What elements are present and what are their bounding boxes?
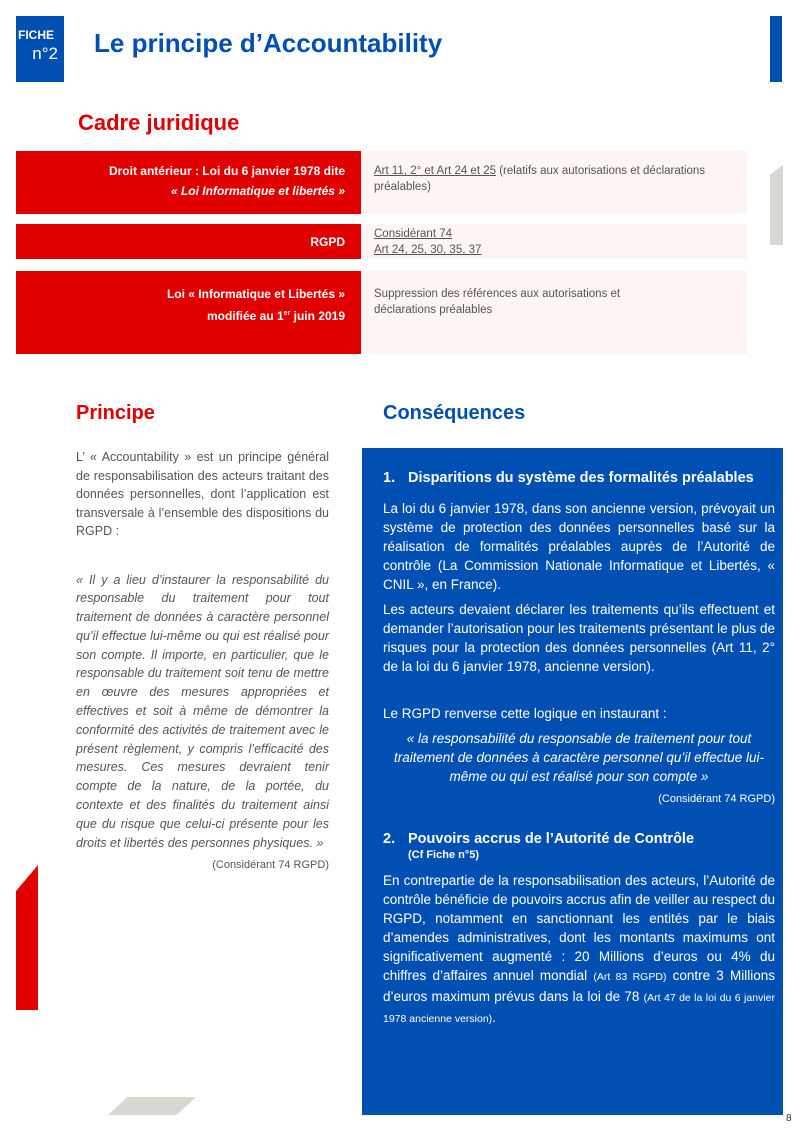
- section-number: 2.: [383, 831, 396, 847]
- page-number: 8: [786, 1113, 792, 1124]
- legal-row: [16, 271, 747, 354]
- text: contre 3 Millions d’euros maximum prévus dans la loi de 78: [383, 968, 775, 1004]
- reference: (Art 83 RGPD): [593, 971, 667, 983]
- fiche-number: n°2: [32, 44, 58, 63]
- article-link[interactable]: Art 24, 25, 30, 35, 37: [374, 244, 482, 256]
- legal-row: [16, 224, 747, 259]
- rgpd-quote: « la responsabilité du responsable de traitement pour tout traitement de données à caractère personnel qu’il effectue lui-même ou qui est réalisé pour son compte »: [394, 731, 764, 784]
- page-title: Le principe d’Accountability: [94, 28, 443, 58]
- text: .: [492, 1010, 496, 1025]
- row-key: modifiée au 1: [206, 309, 284, 323]
- paragraph: La loi du 6 janvier 1978, dans son ancienne version, prévoyait un système de protection des données personnelles basé sur la réalisation de formalités préalables auprès de l’Autorité de contrôle (La Commission Nationale Informatique et Libertés, « CNIL », en France).: [383, 501, 775, 592]
- section-subtitle: (Cf Fiche n°5): [408, 849, 480, 861]
- consequences-heading: Conséquences: [383, 402, 526, 424]
- row-key: juin 2019: [290, 309, 345, 323]
- row-value: Suppression des références aux autorisations et déclarations préalables: [374, 288, 621, 316]
- fiche-badge: [16, 16, 64, 82]
- principe-intro: L’ « Accountability » est un principe général de responsabilisation des acteurs traitant des données personnelles, dont l’application est transversale à l’ensemble des dispositions du RGPD :: [76, 450, 329, 538]
- article-link[interactable]: Art 11, 2° et Art 24 et 25: [374, 165, 497, 177]
- decorative-shape: [108, 1097, 196, 1115]
- paragraph: [383, 871, 775, 1029]
- section-number: 1.: [383, 470, 396, 486]
- principe-quote: « Il y a lieu d’instaurer la responsabilité du responsable du traitement pour tout traitement de données à caractère personnel qu’il effectue lui-même ou qui est réalisé pour son compte. Il importe, en particulier, que le responsable du traitement soit tenu de mettre en œuvre des mesures appropriées et effectives et soit à même de démontrer la conformité des activités de traitement avec le présent règlement, y compris l’efficacité des mesures. Ces mesures devraient tenir compte de la nature, de la portée, du contexte et des finalités du traitement ainsi que du risque que celui-ci présente pour les droits et libertés des personnes physiques. »: [76, 572, 329, 850]
- decorative-shape: [16, 865, 38, 1010]
- consequences-box: [362, 448, 783, 1115]
- row-key: « Loi Informatique et libertés »: [170, 184, 345, 198]
- section-title: Disparitions du système des formalités préalables: [408, 470, 754, 486]
- row-key-sup: er: [283, 310, 291, 317]
- row-value: (relatifs aux autorisations et déclarations préalables): [374, 165, 706, 193]
- cadre-juridique-heading: Cadre juridique: [78, 110, 240, 135]
- fiche-label: FICHE: [18, 28, 54, 42]
- paragraph: Les acteurs devaient déclarer les traitements qu’ils effectuent et demander l’autorisation pour les traitements présentant le plus de risques pour la protection des données personnelles (Art 11, 2° de la loi du 6 janvier 1978, ancienne version).: [383, 602, 775, 674]
- row-key: Droit antérieur : Loi du 6 janvier 1978 dite: [108, 164, 345, 178]
- principe-heading: Principe: [76, 402, 155, 424]
- quote-source: (Considérant 74 RGPD): [658, 793, 775, 805]
- paragraph: Le RGPD renverse cette logique en instaurant :: [383, 706, 667, 721]
- row-key: Loi « Informatique et Libertés »: [166, 287, 345, 301]
- section-1-heading: [383, 470, 775, 486]
- legal-row: [16, 151, 747, 214]
- principe-text: [76, 448, 329, 875]
- section-2-heading: [383, 831, 775, 847]
- principe-source: (Considérant 74 RGPD): [212, 859, 329, 872]
- row-key: RGPD: [310, 235, 345, 249]
- decorative-shape: [770, 165, 783, 245]
- reference: (Art 47 de la loi du 6 janvier 1978 ancienne version): [383, 992, 775, 1025]
- decorative-bar: [770, 16, 782, 82]
- article-link[interactable]: Considérant 74: [374, 228, 452, 240]
- section-title: Pouvoirs accrus de l’Autorité de Contrôle: [408, 831, 695, 847]
- text: En contrepartie de la responsabilisation des acteurs, l’Autorité de contrôle bénéficie de pouvoirs accrus afin de veiller au respect du RGPD, notamment en sanctionnant les entités par le biais d’amendes administratives, dont les montants maximums ont significativement augmenté : 20 Millions d’euros ou 4% du chiffres d’affaires annuel mondial: [383, 873, 775, 983]
